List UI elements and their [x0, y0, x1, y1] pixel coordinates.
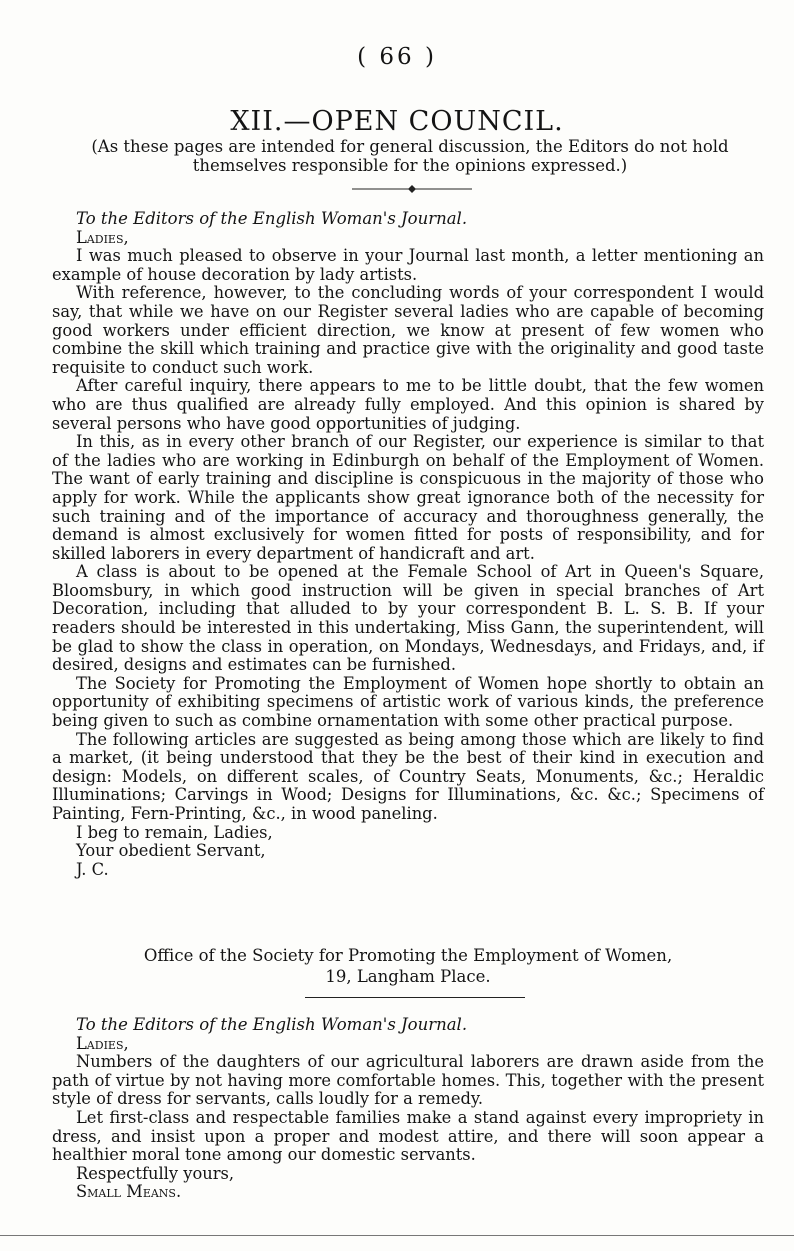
letter-small-means — [52, 1016, 764, 1202]
letter-jc — [52, 210, 764, 879]
paragraph: In this, as in every other branch of our Register, our experience is similar to that of the ladies who are working in Edinburgh on behalf of the Employment of Women. The want of early training and discipline is conspicuous in the majority of those who apply for work. While the applicants show great ignorance both of the necessity for such training and of the importance of accuracy and thoroughness generally, the demand is almost exclusively for women fitted for posts of responsibility, and for skilled laborers in every department of handicraft and art. — [52, 432, 764, 563]
editorial-note: (As these pages are intended for general discussion, the Editors do not hold themselves responsible for the opinions expressed.) — [91, 137, 729, 175]
salutation: Ladies, — [76, 227, 129, 247]
page-number: ( 66 ) — [357, 44, 437, 70]
paragraph: After careful inquiry, there appears to me to be little doubt, that the few women who are thus qualified are already fully employed. And this opinion is shared by several persons who have good opportunities of judging. — [52, 376, 764, 433]
paragraph: A class is about to be opened at the Female School of Art in Queen's Square, Bloomsbury, in which good instruction will be given in special branches of Art Decoration, including that alluded to by your correspondent B. L. S. B. If your readers should be interested in this undertaking, Miss Gann, the superintendent, will be glad to show the class in operation, on Mondays, Wednesdays, and Fridays, and, if desired, designs and estimates can be furnished. — [52, 562, 764, 675]
paragraph: The Society for Promoting the Employment of Women hope shortly to obtain an opportunity of exhibiting specimens of artistic work of various kinds, the preference being given to such as combine ornamentation with some other practical purpose. — [52, 673, 764, 731]
paragraph: The following articles are suggested as being among those which are likely to find a market, (it being understood that they be the best of their kind in execution and design: Models, on different scales, of Country Seats, Monuments, &c.; Heraldic Illuminations; Carvings in Wood; Designs for Illuminations, &c. &c.; Specimens of Painting, Fern-Printing, &c., in wood paneling. — [52, 729, 764, 823]
signature: Small Means. — [76, 1182, 182, 1202]
closing-line: Respectfully yours, — [76, 1163, 235, 1183]
office-line: Office of the Society for Promoting the Employment of Women, — [143, 946, 673, 965]
office-address — [52, 945, 764, 987]
paragraph: I was much pleased to observe in your Journal last month, a letter mentioning an example of house decoration by lady artists. — [52, 246, 764, 284]
office-line: 19, Langham Place. — [325, 967, 491, 986]
paragraph: Numbers of the daughters of our agricultural laborers are drawn aside from the path of virtue by not having more comfortable homes. This, together with the present style of dress for servants, calls loudly for a remedy. — [52, 1052, 764, 1109]
page-bottom-rule — [0, 1235, 794, 1236]
letter-heading: To the Editors of the English Woman's Journal. — [76, 1015, 468, 1034]
ornament-divider — [352, 183, 472, 195]
closing-line: Your obedient Servant, — [76, 841, 266, 861]
section-title: XII.—OPEN COUNCIL. — [230, 106, 564, 137]
signature: J. C. — [76, 859, 109, 879]
paragraph: With reference, however, to the concluding words of your correspondent I would say, that while we have on our Register several ladies who are capable of becoming good workers under efficient direction, we know at present of few women who combine the skill which training and practice give with the originality and good taste requisite to conduct such work. — [52, 283, 764, 377]
salutation: Ladies, — [76, 1033, 129, 1053]
closing-line: I beg to remain, Ladies, — [76, 822, 273, 842]
letter-heading: To the Editors of the English Woman's Journal. — [76, 209, 468, 228]
divider-rule — [305, 997, 525, 998]
paragraph: Let first-class and respectable families make a stand against every impropriety in dress, and insist upon a proper and modest attire, and there will soon appear a healthier moral tone among our domestic servants. — [52, 1107, 764, 1165]
